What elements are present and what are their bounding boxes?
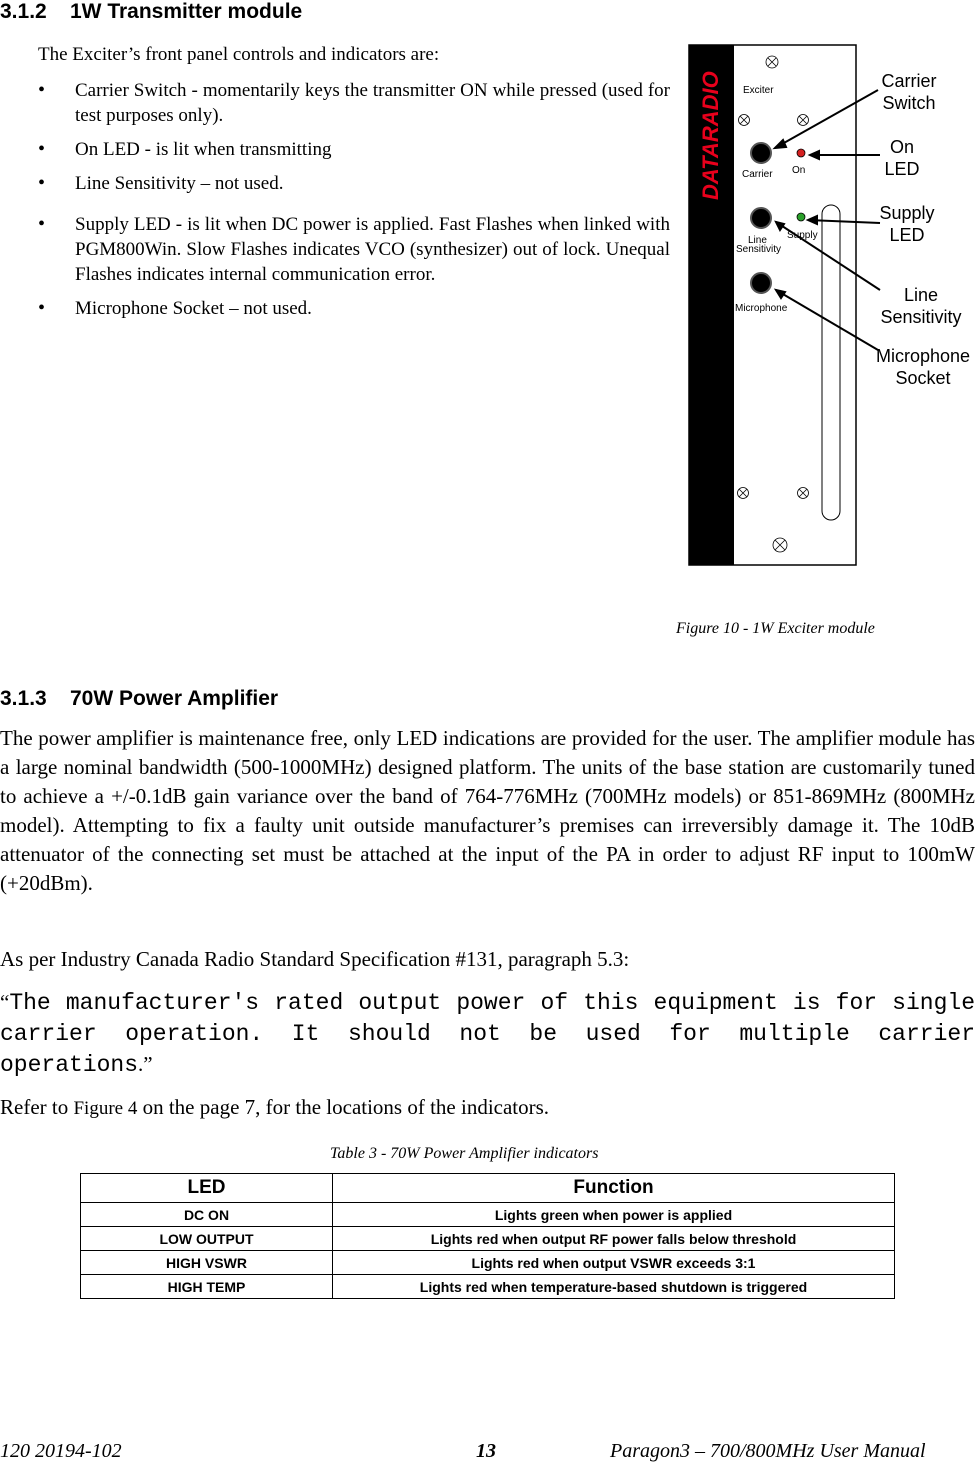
table-cell: Lights green when power is applied [333,1203,895,1227]
callout-supply-led [872,202,942,246]
table-cell: Lights red when temperature-based shutdown is triggered [333,1275,895,1299]
quote-block [0,987,975,1080]
on-label: On [792,165,806,176]
quote-mark: .” [138,1052,153,1076]
screw-icon [739,115,750,126]
callout-carrier-switch [870,70,948,114]
section-number: 3.1.3 [0,687,47,710]
microphone-label: Microphone [735,303,788,314]
bullet-list [38,78,670,330]
paragraph: As per Industry Canada Radio Standard Specification #131, paragraph 5.3: [0,947,630,971]
section-heading-3-1-3 [0,687,278,711]
table-cell: Lights red when output VSWR exceeds 3:1 [333,1251,895,1275]
table-cell: HIGH TEMP [81,1275,333,1299]
table-cell: Lights red when output RF power falls below threshold [333,1227,895,1251]
list-item: • Supply LED - is lit when DC power is applied. Fast Flashes when linked with PGM800Win. Slow Flashes indicates VCO (synthesizer) out of lock. Unequal Flashes indicates internal communication error. [38,212,670,287]
footer-doc-number: 120 20194-102 [0,1440,122,1462]
table-row [81,1227,895,1251]
line-sensitivity-knob [751,208,771,228]
panel-slot [822,205,840,520]
sensitivity-label: Sensitivity [736,244,782,255]
paragraph-text: on the page 7, for the locations of the indicators. [137,1095,550,1119]
callout-text: Supply [879,203,935,223]
table-header: Function [333,1174,895,1203]
callout-microphone-socket [870,345,976,389]
table-row [81,1251,895,1275]
brand-logo: DATARADIO [698,71,723,200]
table-row [81,1203,895,1227]
section-title: 1W Transmitter module [70,0,303,23]
footer-page-number: 13 [476,1440,496,1462]
callout-line-sensitivity [872,284,970,328]
section-number: 3.1.2 [0,0,47,23]
paragraph: The power amplifier is maintenance free, only LED indications are provided for the user. The amplifier module has a large nominal bandwidth (500-1000MHz) designed platform. The units of the base station are customarily tuned to achieve a +/-0.1dB gain variance over the band of 764-776MHz (700MHz models) or 851-869MHz (800MHz model). Attempting to fix a faulty unit outside manufacturer’s premises can irreversibly damage it. The 10dB attenuator of the connecting set must be attached at the input of the PA in order to adjust RF input to 100mW (+20dBm). [0,726,975,895]
exciter-label: Exciter [743,85,774,96]
callout-text: Microphone [875,346,971,366]
figure-reference-link[interactable]: Figure 4 [73,1098,138,1119]
callout-text: Socket [895,368,951,388]
carrier-label: Carrier [742,169,773,180]
supply-label: Supply [787,230,818,241]
table-cell: LOW OUTPUT [81,1227,333,1251]
list-item: • Line Sensitivity – not used. [38,171,670,196]
screw-icon [798,115,809,126]
footer-manual-title: Paragon3 – 700/800MHz User Manual [610,1440,926,1462]
line-label: Line [748,235,767,246]
callout-text: LED [884,159,920,179]
section-heading-3-1-2 [0,0,302,24]
paragraph-text: Refer to [0,1095,74,1119]
list-item: • On LED - is lit when transmitting [38,137,670,162]
list-item: • Microphone Socket – not used. [38,296,670,321]
callout-text: Carrier [881,71,937,91]
list-item: • Carrier Switch - momentarily keys the transmitter ON while pressed (used for test purposes only). [38,78,670,128]
screw-icon [738,488,749,499]
quote-mark: “ [0,990,10,1014]
screw-icon [766,56,778,68]
table-header: LED [81,1174,333,1203]
callout-on-led [872,136,932,180]
paragraph [0,1093,975,1123]
callout-text: Switch [882,93,936,113]
screw-icon [773,538,787,552]
callout-text: LED [889,225,925,245]
screw-icon [798,488,809,499]
intro-text: The Exciter’s front panel controls and indicators are: [38,44,440,65]
section-title: 70W Power Amplifier [70,687,279,710]
table-cell: DC ON [81,1203,333,1227]
table-header-row [81,1174,895,1203]
figure-caption: Figure 10 - 1W Exciter module [676,620,875,637]
microphone-socket [751,273,771,293]
table-cell: HIGH VSWR [81,1251,333,1275]
on-led [797,149,805,157]
callout-text: Sensitivity [880,307,962,327]
callout-text: Line [903,285,939,305]
table-caption: Table 3 - 70W Power Amplifier indicators [330,1145,599,1162]
indicator-table [80,1173,895,1299]
carrier-switch [751,143,771,163]
quote-text: The manufacturer's rated output power of this equipment is for single carrier operation. It should not be used for multiple carrier operations [0,990,975,1078]
supply-led [797,213,805,221]
callout-text: On [889,137,914,157]
table-row [81,1275,895,1299]
